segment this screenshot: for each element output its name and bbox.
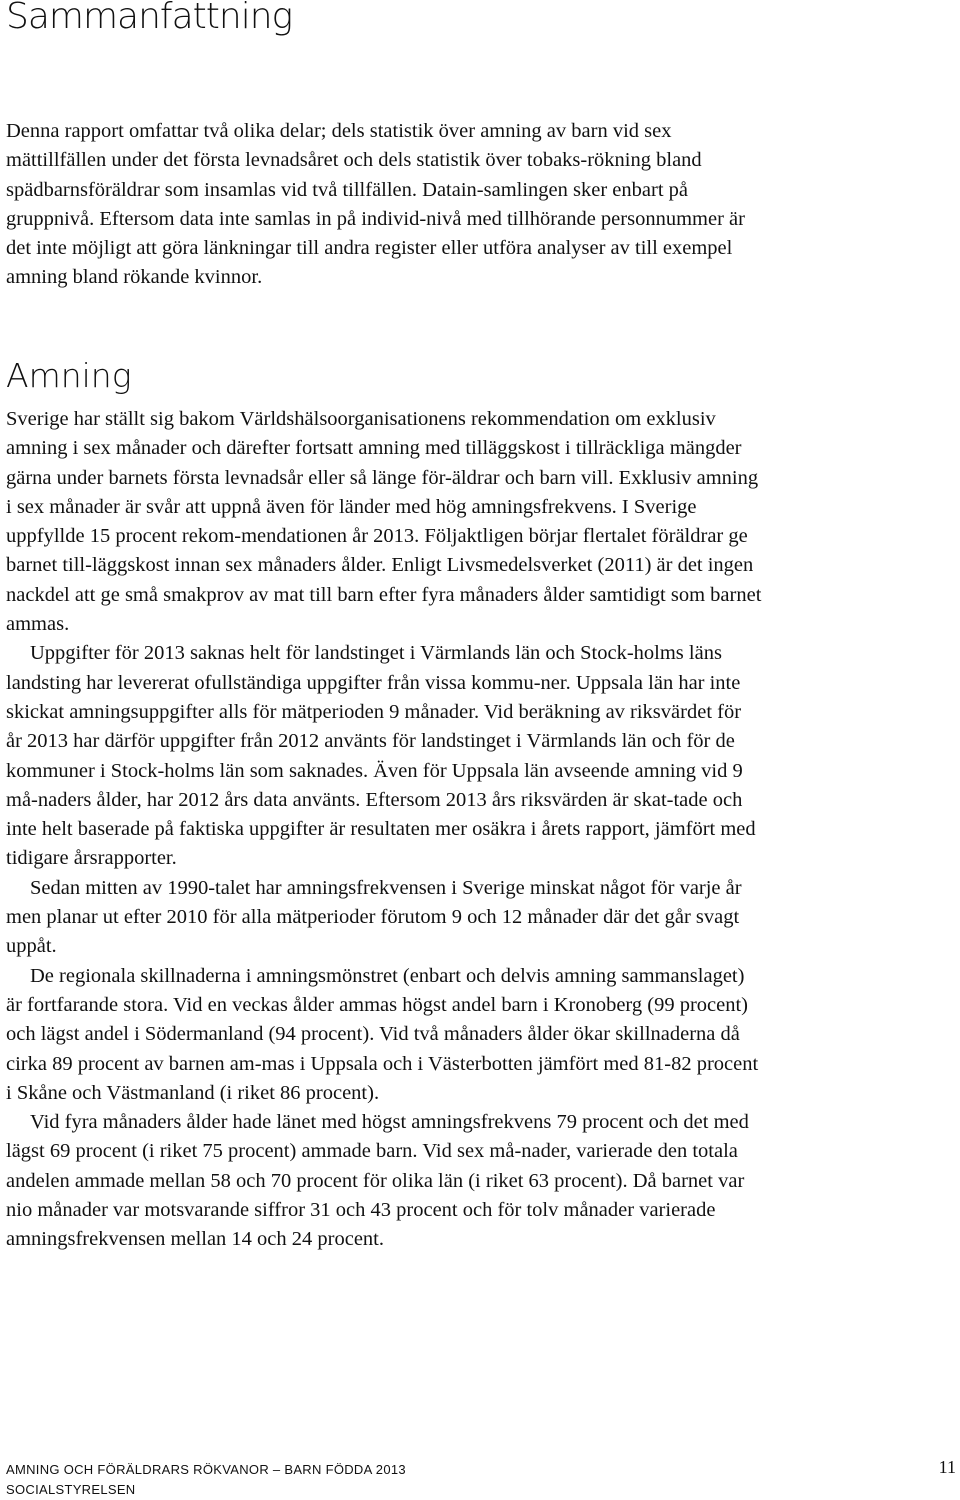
paragraph: Sverige har ställt sig bakom Världshälsoorganisationens rekommendation om exklusiv amning i sex månader och därefter fortsatt amning med tilläggskost i tillräckliga mängder gärna under barnets första levnadsår eller så länge för-äldrar och barn vill. Exklusiv amning i sex månader är svår att uppnå även för länder med hög amningsfrekvens. I Sverige uppfyllde 15 procent rekom-mendationen år 2013. Följaktligen börjar flertalet föräldrar ge barnet till-läggskost innan sex månaders ålder. Enligt Livsmedelsverket (2011) är det ingen nackdel att ge små smakprov av mat till barn efter fyra månaders ålder samtidigt som barnet ammas. <box>6 408 762 636</box>
section-body <box>6 405 762 1255</box>
paragraph: Sedan mitten av 1990-talet har amningsfrekvensen i Sverige minskat något för varje år men planar ut efter 2010 för alla mätperioder förutom 9 och 12 månader där det går svagt uppåt. <box>6 876 742 958</box>
page-number: 11 <box>938 1457 956 1477</box>
paragraph: De regionala skillnaderna i amningsmönstret (enbart och delvis amning sammanslaget) är fortfarande stora. Vid en veckas ålder ammas högst andel barn i Kronoberg (99 procent) och lägst andel i Södermanland (94 procent). Vid två månaders ålder ökar skillnaderna då cirka 89 procent av barnen am-mas i Uppsala och i Västerbotten jämfört med 81-82 procent i Skåne och Västmanland (i riket 86 procent). <box>6 964 759 1104</box>
paragraph: Vid fyra månaders ålder hade länet med högst amningsfrekvens 79 procent och det med lägst 69 procent (i riket 75 procent) ammade barn. Vid sex må-nader, varierade den totala andelen ammade mellan 58 och 70 procent för olika län (i riket 63 procent). Då barnet var nio månader var motsvarande siffror 31 och 43 procent och för tolv månader varierade amningsfrekvensen mellan 14 och 24 procent. <box>6 1111 749 1251</box>
page-title: Sammanfattning <box>6 0 293 37</box>
publisher-name: SOCIALSTYRELSEN <box>6 1482 136 1497</box>
section-heading: Amning <box>6 356 132 395</box>
paragraph: Uppgifter för 2013 saknas helt för landstinget i Värmlands län och Stock-holms läns landsting har levererat ofullständiga uppgifter från vissa kommu-ner. Uppsala län har inte skickat amningsuppgifter alls för mätperioden 9 månader. Vid beräkning av riksvärdet för år 2013 har därför uppgifter från 2012 använts för landstinget i Värmlands län och för de kommuner i Stock-holms län som saknades. Även för Uppsala län avseende amning vid 9 må-naders ålder, har 2012 års data använts. Eftersom 2013 års riksvärden är skat-tade och inte helt baserade på faktiska uppgifter är resultaten mer osäkra i årets rapport, jämfört med tidigare årsrapporter. <box>6 642 756 870</box>
intro-paragraph: Denna rapport omfattar två olika delar; dels statistik över amning av barn vid sex mättillfällen under det första levnadsåret och dels statistik över tobaks-rökning bland spädbarnsföräldrar som insamlas vid två tillfällen. Datain-samlingen sker enbart på gruppnivå. Eftersom data inte samlas in på individ-nivå med tillhörande personnummer är det inte möjligt att göra länkningar till andra register eller utföra analyser av till exempel amning bland rökande kvinnor. <box>6 120 745 289</box>
running-title: AMNING OCH FÖRÄLDRARS RÖKVANOR – BARN FÖDDA 2013 <box>6 1462 406 1477</box>
